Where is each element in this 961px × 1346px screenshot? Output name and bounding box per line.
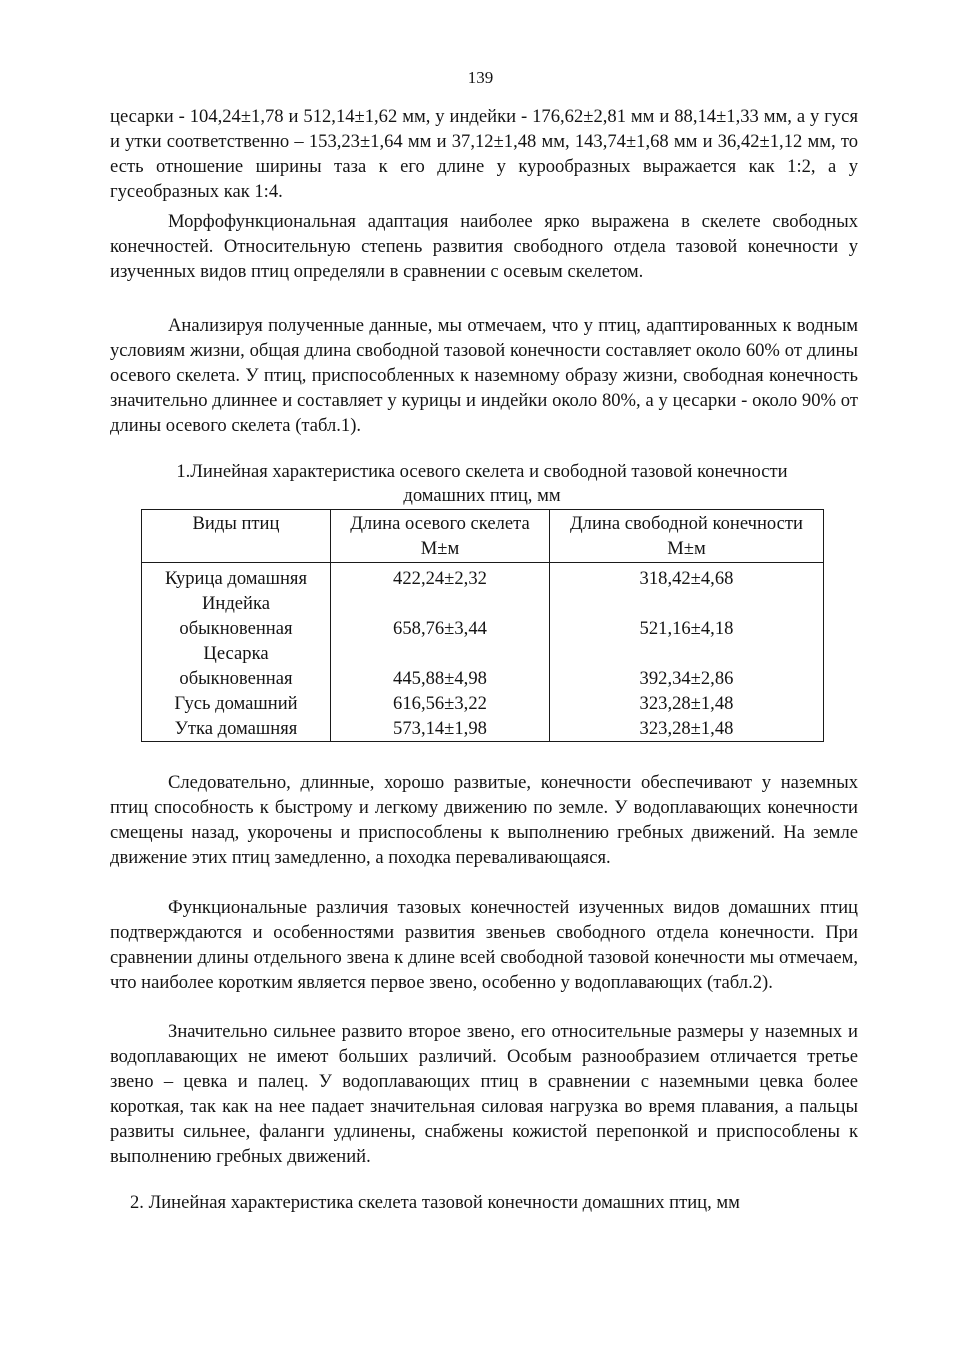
paragraph-2-text: Морфофункциональная адаптация наиболее ярко выражена в скелете свободных конечностей. Относительную степень развития свободного отдела тазовой конечности у изученных видов птиц определяли в сравнении с осевым скелетом. — [110, 211, 858, 283]
paragraph-4 — [110, 770, 858, 870]
cell-species: Цесарка обыкновенная — [142, 641, 331, 691]
cell-limb: 521,16±4,18 — [550, 591, 824, 641]
cell-limb: 323,28±1,48 — [550, 691, 824, 716]
paragraph-2 — [110, 209, 858, 284]
paragraph-5-text: Функциональные различия тазовых конечностей изученных видов домашних птиц подтверждаются и особенностями развития звеньев свободного отдела конечности. При сравнении длины отдельного звена к длине всей свободной тазовой конечности мы отмечаем, что наиболее коротким является первое звено, особенно у водоплавающих (табл.2). — [110, 897, 858, 994]
cell-species: Курица домашняя — [142, 563, 331, 592]
paragraph-3-text: Анализируя полученные данные, мы отмечаем, что у птиц, адаптированных к водным условиям жизни, общая длина свободной тазовой конечности составляет около 60% от длины осевого скелета. У птиц, приспособленных к наземному образу жизни, свободная конечность значительно длиннее и составляет у курицы и индейки около 80%, а у цесарки - около 90% от длины осевого скелета (табл.1). — [110, 315, 858, 437]
table-row — [142, 691, 824, 716]
cell-axial: 422,24±2,32 — [331, 563, 550, 592]
cell-axial: 658,76±3,44 — [331, 591, 550, 641]
table-row — [142, 563, 824, 592]
cell-species: Гусь домашний — [142, 691, 331, 716]
table-row — [142, 591, 824, 641]
cell-limb: 323,28±1,48 — [550, 716, 824, 742]
table-row — [142, 716, 824, 742]
table-1-caption: 1.Линейная характеристика осевого скелета и свободной тазовой конечности домашних птиц, мм — [176, 461, 788, 506]
header-species: Виды птиц — [142, 510, 331, 563]
header-axial-length: Длина осевого скелета М±м — [331, 510, 550, 563]
table-2-caption: 2. Линейная характеристика скелета тазовой конечности домашних птиц, мм — [130, 1192, 740, 1213]
paragraph-6 — [110, 1019, 858, 1170]
paragraph-3 — [110, 313, 858, 438]
paragraph-1-text: цесарки - 104,24±1,78 и 512,14±1,62 мм, у индейки - 176,62±2,81 мм и 88,14±1,33 мм, а у гуся и утки соответственно – 153,23±1,64 мм и 37,12±1,48 мм, 143,74±1,68 мм и 36,42±1,12 мм, то есть отношение ширины таза к его длине у курообразных выражается как 1:2, а у гусеобразных как 1:4. — [110, 106, 858, 203]
cell-axial: 573,14±1,98 — [331, 716, 550, 742]
cell-axial: 616,56±3,22 — [331, 691, 550, 716]
page-number: 139 — [467, 68, 494, 87]
cell-species: Индейка обыкновенная — [142, 591, 331, 641]
cell-axial: 445,88±4,98 — [331, 641, 550, 691]
paragraph-5 — [110, 895, 858, 995]
paragraph-1 — [110, 104, 858, 204]
cell-limb: 392,34±2,86 — [550, 641, 824, 691]
paragraph-6-text: Значительно сильнее развито второе звено, его относительные размеры у наземных и водоплавающих не имеют больших различий. Особым разнообразием отличается третье звено – цевка и палец. У водоплавающих птиц в сравнении с наземными цевка более короткая, так как на нее падает значительная силовая нагрузка во время плавания, а пальцы развиты сильнее, фаланги удлинены, снабжены кожистой перепонкой и приспособлены к выполнению гребных движений. — [110, 1021, 858, 1168]
paragraph-4-text: Следовательно, длинные, хорошо развитые, конечности обеспечивают у наземных птиц способность к быстрому и легкому движению по земле. У водоплавающих конечности смещены назад, укорочены и приспособлены к выполнению гребных движений. На земле движение этих птиц замедленно, а походка переваливающаяся. — [110, 772, 858, 869]
cell-species: Утка домашняя — [142, 716, 331, 742]
table-header-row — [142, 510, 824, 563]
header-limb-length: Длина свободной конечности М±м — [550, 510, 824, 563]
table-row — [142, 641, 824, 691]
table-1 — [141, 509, 824, 742]
cell-limb: 318,42±4,68 — [550, 563, 824, 592]
